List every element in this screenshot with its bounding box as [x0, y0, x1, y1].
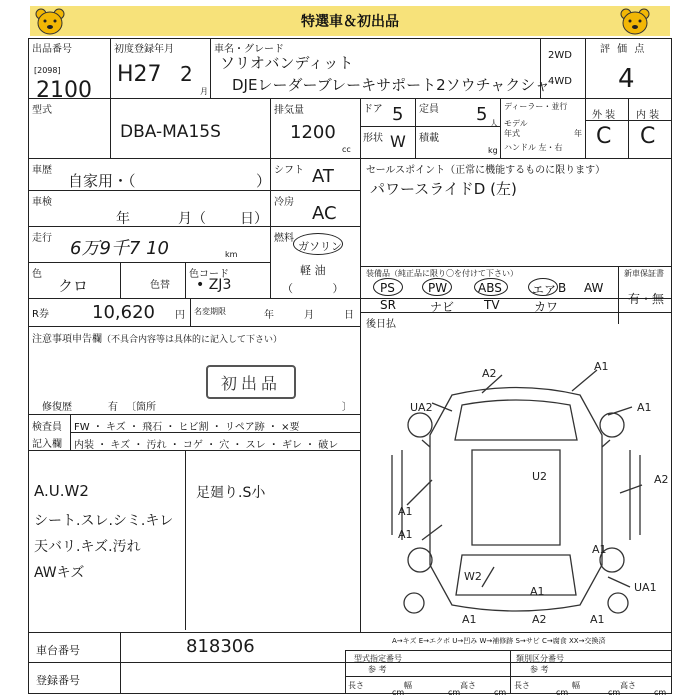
interior-label: 内 装 — [636, 110, 660, 121]
equipment-label: 装備品（純正品に限り〇を付けて下さい） — [366, 269, 518, 278]
lot-label: 出品番号 — [32, 44, 72, 55]
reg-label: 初度登録年月 — [114, 44, 174, 55]
model-value: DBA-MA15S — [120, 122, 221, 142]
mileage-value: 6万9千7 10 — [70, 238, 169, 259]
mark-a1-rear-right: A1 — [592, 543, 607, 556]
capacity-value: 5 — [476, 104, 488, 125]
repair-close: 〕 — [342, 402, 352, 413]
mark-a1-bottom-right: A1 — [590, 613, 605, 626]
fuel-diesel: 軽 油 — [300, 264, 326, 277]
displacement-unit: cc — [342, 145, 351, 154]
drive-2wd: 2WD — [548, 50, 572, 61]
inspector-row2: 内装 ・ キズ ・ 汚れ ・ コゲ ・ 穴 ・ スレ ・ ギレ ・ 破レ — [74, 440, 339, 451]
footer-width-r: 幅 — [572, 681, 580, 690]
footer-width-unit-r: cm — [608, 688, 621, 697]
footer-height-r: 高さ — [620, 681, 636, 690]
footer-length-unit-r: cm — [556, 688, 569, 697]
color-code-value: • ZJ3 — [196, 277, 232, 293]
notes-label: 注意事項申告欄（不具合内容等は具体的に記入して下さい） — [32, 334, 283, 345]
lot-sub: [2098] — [34, 66, 61, 75]
header-title: 特選車＆初出品 — [301, 14, 399, 30]
mark-a1-right: A1 — [637, 401, 652, 414]
footer-height: 高さ — [460, 681, 476, 690]
mark-a1-top: A1 — [594, 360, 609, 373]
equipment-tv: TV — [484, 298, 500, 312]
ac-value: AC — [312, 203, 337, 224]
usage-close: ） — [256, 172, 272, 190]
remark-right-1: 足廻り.S小 — [196, 485, 266, 501]
dealer-label: ディーラー・並行 — [504, 102, 568, 111]
repair-value: 有 — [108, 402, 118, 413]
load-label: 積載 — [419, 133, 439, 144]
change-date-label: 名変期限 — [194, 307, 226, 316]
model-label: 型式 — [32, 105, 52, 116]
remark-4: AWキズ — [34, 565, 85, 581]
mark-a2-right: A2 — [654, 473, 669, 486]
fuel-gas: ガソリン — [298, 240, 342, 253]
displacement-value: 1200 — [290, 122, 336, 143]
inspector-row1: FW ・ キズ ・ 飛石 ・ ヒビ割 ・ リペア跡 ・ ×要 — [74, 422, 300, 433]
inspection-month: 月（ — [178, 211, 206, 227]
footer-type-label: 型式指定番号 — [354, 654, 402, 663]
footer-length-unit: cm — [392, 688, 405, 697]
footer-height-unit-r: cm — [654, 688, 667, 697]
remark-3: 天バリ.キズ.汚れ — [34, 539, 141, 555]
interior-grade: C — [640, 124, 656, 149]
inspection-year: 年 — [116, 211, 130, 227]
reg-year: H27 — [117, 62, 162, 87]
bear-logo-icon — [618, 6, 652, 36]
equipment-navi: ナビ — [430, 300, 455, 314]
recycle-label: R券 — [32, 309, 49, 320]
bear-logo-icon — [33, 6, 67, 36]
change-date-year: 年 — [264, 310, 274, 321]
footer-width: 幅 — [404, 681, 412, 690]
rating-value: 4 — [618, 64, 635, 94]
mark-ua1: UA1 — [634, 581, 657, 594]
recycle-unit: 円 — [175, 310, 185, 321]
inspection-day: 日） — [240, 211, 268, 227]
mark-a2-bottom: A2 — [532, 613, 547, 626]
lot-number: 2100 — [36, 78, 92, 103]
ac-label: 冷房 — [274, 197, 294, 208]
equipment-sr: SR — [380, 298, 396, 312]
sales-value: パワースライドD (左) — [370, 180, 517, 198]
drive-4wd: 4WD — [548, 76, 572, 87]
inspection-label: 車検 — [32, 197, 52, 208]
mark-a1-left: A1 — [398, 505, 413, 518]
dealer-year-unit: 年 — [574, 129, 582, 138]
sales-label: セールスポイント（正常に機能するものに限ります） — [366, 165, 606, 176]
inspector-label-2: 記入欄 — [32, 439, 62, 450]
footer-length-r: 長さ — [514, 681, 530, 690]
displacement-label: 排気量 — [274, 105, 304, 116]
shift-label: シフト — [274, 165, 304, 176]
chassis-label: 車台番号 — [36, 644, 80, 657]
equipment-aw: AW — [584, 281, 604, 295]
remark-2: シート.スレ.シミ.キレ — [34, 513, 174, 529]
car-name: ソリオバンディット — [220, 54, 354, 72]
exterior-grade: C — [596, 124, 612, 149]
mark-a1-left2: A1 — [398, 528, 413, 541]
change-date-month: 月 — [304, 310, 314, 321]
capacity-label: 定員 — [419, 104, 439, 115]
fuel-label: 燃料 — [274, 233, 294, 244]
chassis-value: 818306 — [186, 636, 255, 657]
reg-month-unit: 月 — [200, 87, 208, 96]
shift-value: AT — [312, 166, 334, 187]
equipment-aircon: エア — [532, 283, 557, 297]
repair-bracket: 〔箇所 — [126, 402, 156, 413]
usage-value: 自家用・（ — [68, 172, 136, 190]
usage-label: 車歴 — [32, 165, 52, 176]
repair-label: 修復歴 — [42, 402, 72, 413]
dealer-handle: ハンドル 左・右 — [504, 143, 563, 152]
plate-label: 登録番号 — [36, 674, 80, 687]
exterior-label: 外 装 — [592, 110, 616, 121]
footer-width-unit: cm — [448, 688, 461, 697]
footer-ref-left: 参 考 — [368, 665, 387, 674]
guarantee-value: 有・無 — [628, 292, 665, 306]
car-damage-diagram — [362, 355, 670, 630]
equipment-pw: PW — [428, 281, 448, 295]
recycle-value: 10,620 — [92, 302, 155, 323]
mark-a1-bottom: A1 — [462, 613, 477, 626]
doors-value: 5 — [392, 104, 404, 125]
mileage-unit: km — [225, 250, 238, 259]
damage-legend: A→キズ E→エクボ U→凹み W→補修跡 S→サビ C→腐食 XX→交換済 — [392, 637, 606, 645]
dealer-year: 年式 — [504, 129, 520, 138]
color-code-label: 色コード — [189, 269, 229, 280]
mark-w2: W2 — [464, 570, 482, 583]
footer-length: 長さ — [348, 681, 364, 690]
car-grade: DJEレーダーブレーキサポート2ソウチャクシャ — [232, 76, 550, 94]
doors-label: ドア — [363, 104, 383, 115]
color-value: クロ — [58, 277, 89, 295]
shape-value: W — [390, 132, 406, 151]
reg-month: 2 — [180, 62, 193, 86]
mark-ua2: UA2 — [410, 401, 433, 414]
capacity-unit: 人 — [490, 119, 498, 128]
fuel-paren: （ ） — [282, 282, 362, 295]
mark-a2-top: A2 — [482, 367, 497, 380]
footer-class-label: 類別区分番号 — [516, 654, 564, 663]
footer-ref-right: 参 考 — [530, 665, 549, 674]
rating-label: 評 価 点 — [600, 44, 647, 55]
equipment-b: B — [558, 281, 567, 295]
name-label: 車名・グレード — [214, 44, 284, 55]
equipment-abs: ABS — [478, 281, 502, 295]
color-label: 色 — [32, 269, 42, 280]
mark-u2: U2 — [532, 470, 548, 483]
load-unit: kg — [488, 146, 498, 155]
footer-height-unit: cm — [494, 688, 507, 697]
remark-1: A.U.W2 — [34, 482, 89, 500]
mark-a1-rear: A1 — [530, 585, 545, 598]
equipment-leather: カワ — [534, 300, 559, 314]
mileage-label: 走行 — [32, 233, 52, 244]
first-listing-stamp: 初出品 — [206, 365, 296, 399]
color-change-label: 色替 — [150, 280, 170, 291]
inspector-label-1: 検査員 — [32, 422, 62, 433]
shape-label: 形状 — [363, 133, 383, 144]
guarantee-label: 新車保証書 — [624, 269, 664, 278]
change-date-day: 日 — [344, 310, 354, 321]
equipment-ps: PS — [380, 281, 395, 295]
after-label: 後日払 — [366, 319, 396, 330]
dealer-model: モデル — [504, 119, 528, 128]
